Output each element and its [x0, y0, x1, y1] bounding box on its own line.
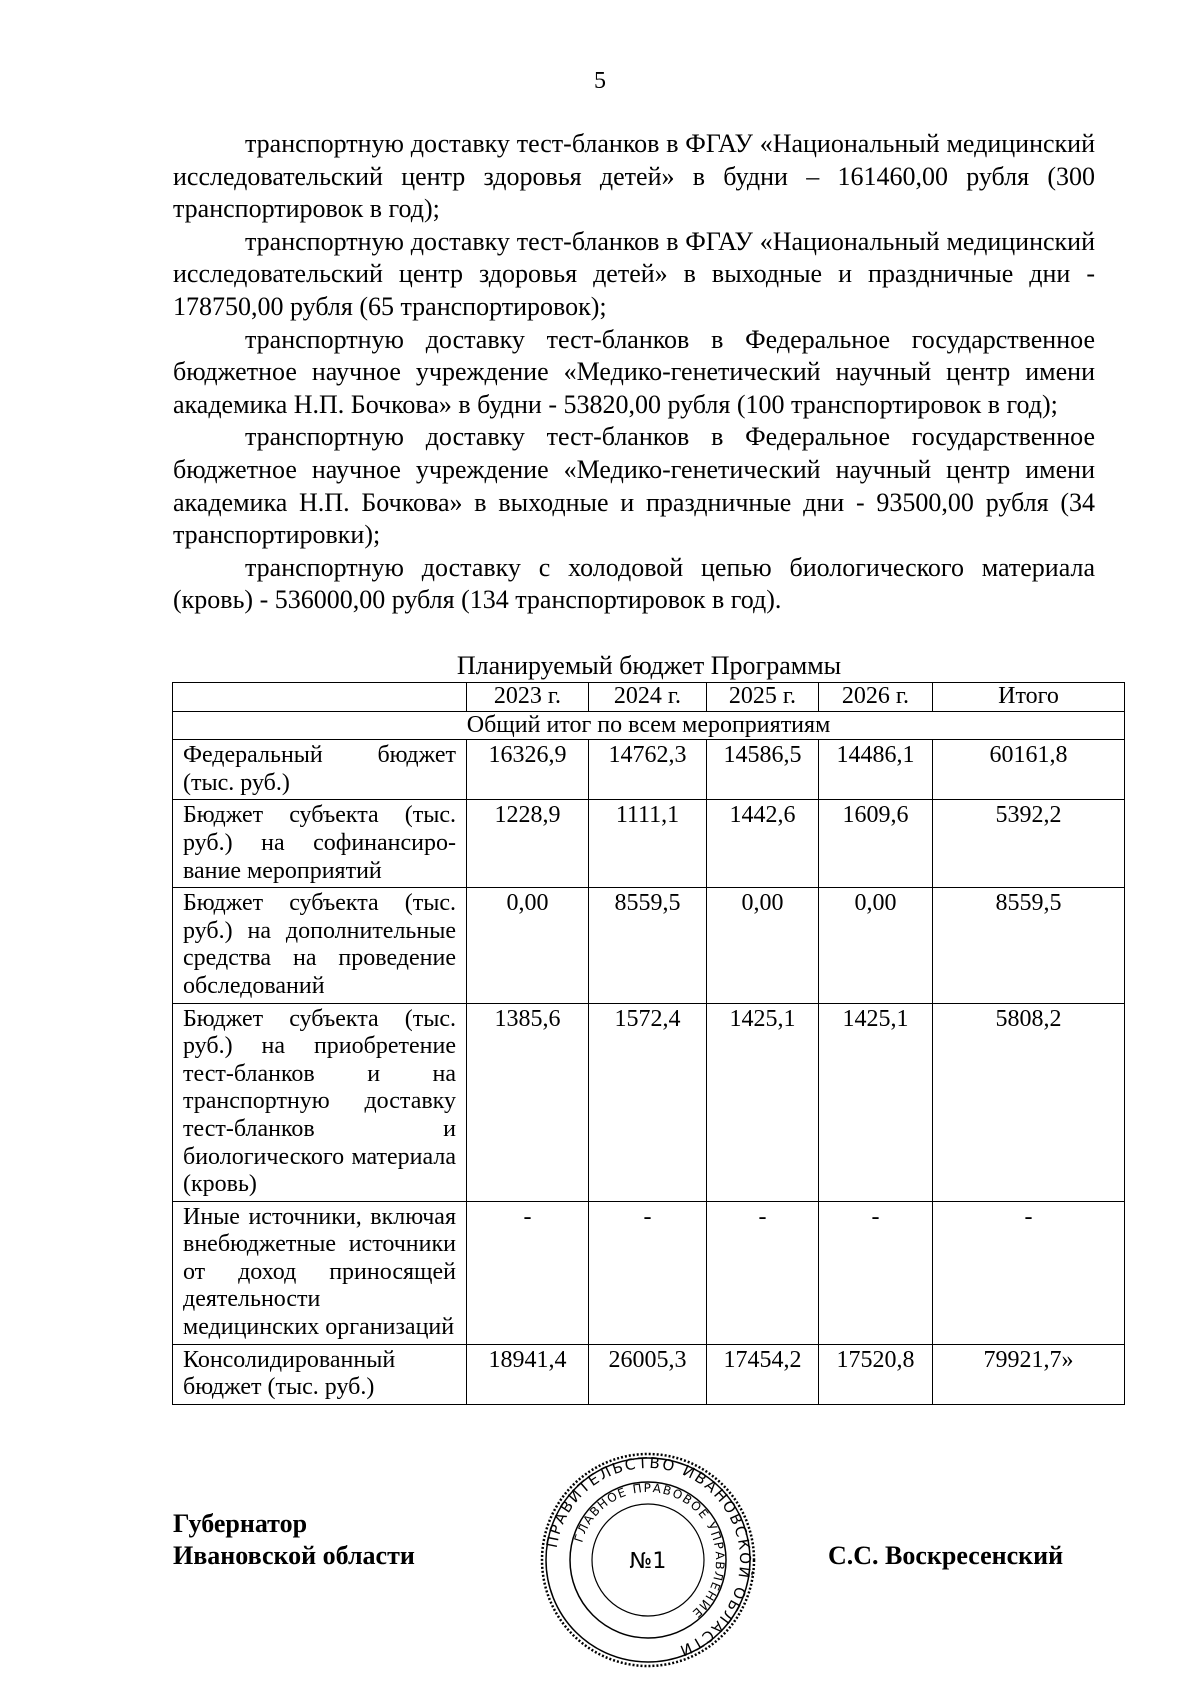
paragraph-3: транспортную доставку тест-бланков в Федеральное государственное бюджетное научное учреждение «Медико-генетический научный центр имени академика Н.П. Бочкова» в будни - 53820,00 рубля (100 транспортировок в год);: [173, 324, 1095, 419]
table-cell: 60161,8: [933, 740, 1125, 800]
table-cell: -: [589, 1201, 707, 1344]
header-cell: 2024 г.: [589, 683, 707, 712]
page-number: 5: [594, 68, 606, 94]
table-cell: 79921,7»: [933, 1344, 1125, 1404]
row-label: Бюджет субъекта (тыс. руб.) на дополнительные средства на проведение обследований: [173, 888, 467, 1003]
seal-number: №1: [629, 1549, 667, 1574]
table-row: [173, 1344, 1125, 1404]
table-row: [173, 740, 1125, 800]
section-title: Общий итог по всем мероприятиям: [173, 711, 1125, 740]
table-cell: -: [707, 1201, 819, 1344]
table-cell: 8559,5: [933, 888, 1125, 1003]
signature-title-line1: Губернатор: [173, 1509, 308, 1538]
row-label: Федеральный бюджет (тыс. руб.): [173, 740, 467, 800]
table-cell: 5392,2: [933, 800, 1125, 888]
table-cell: 8559,5: [589, 888, 707, 1003]
paragraph-2: транспортную доставку тест-бланков в ФГАУ «Национальный медицинский исследовательский центр здоровья детей» в выходные и праздничные дни - 178750,00 рубля (65 транспортировок);: [173, 226, 1095, 321]
budget-table: [172, 682, 1125, 1405]
table-cell: -: [467, 1201, 589, 1344]
row-label: Бюджет субъекта (тыс. руб.) на приобретение тест-бланков и на транспортную доставку тест-бланков и биологического материала (кровь): [173, 1003, 467, 1201]
table-cell: 0,00: [707, 888, 819, 1003]
row-label: Иные источники, включая внебюджетные источники от доход приносящей деятельности медицинских организаций: [173, 1201, 467, 1344]
paragraph-5: транспортную доставку с холодовой цепью биологического материала (кровь) - 536000,00 рубля (134 транспортировок в год).: [173, 552, 1095, 615]
row-label: Консолидированный бюджет (тыс. руб.): [173, 1344, 467, 1404]
seal-outer-text: ПРАВИТЕЛЬСТВО ИВАНОВСКОЙ ОБЛАСТИ: [542, 1453, 755, 1661]
table-cell: 1425,1: [819, 1003, 933, 1201]
header-cell: 2025 г.: [707, 683, 819, 712]
table-cell: 1572,4: [589, 1003, 707, 1201]
table-cell: 18941,4: [467, 1344, 589, 1404]
paragraph-4: транспортную доставку тест-бланков в Федеральное государственное бюджетное научное учреждение «Медико-генетический научный центр имени академика Н.П. Бочкова» в выходные и праздничные дни - 93500,00 рубля (34 транспортировки);: [173, 422, 1095, 550]
table-cell: 26005,3: [589, 1344, 707, 1404]
table-cell: 1442,6: [707, 800, 819, 888]
table-row: [173, 800, 1125, 888]
table-cell: 1111,1: [589, 800, 707, 888]
table-cell: 1228,9: [467, 800, 589, 888]
official-seal-icon: [538, 1450, 758, 1670]
table-cell: 17454,2: [707, 1344, 819, 1404]
table-cell: 0,00: [819, 888, 933, 1003]
body-text: [173, 128, 1095, 617]
table-cell: 14586,5: [707, 740, 819, 800]
table-cell: 17520,8: [819, 1344, 933, 1404]
header-cell: Итого: [933, 683, 1125, 712]
table-cell: 5808,2: [933, 1003, 1125, 1201]
table-cell: 16326,9: [467, 740, 589, 800]
row-label: Бюджет субъекта (тыс. руб.) на софинансиро-вание мероприятий: [173, 800, 467, 888]
table-row: [173, 1201, 1125, 1344]
signature-title-line2: Ивановской области: [173, 1541, 415, 1570]
table-row: [173, 888, 1125, 1003]
header-cell: [173, 683, 467, 712]
table-cell: -: [933, 1201, 1125, 1344]
table-cell: 14762,3: [589, 740, 707, 800]
signer-name: С.С. Воскресенский: [828, 1541, 1064, 1570]
table-cell: 1609,6: [819, 800, 933, 888]
table-section-row: [173, 711, 1125, 740]
table-caption: Планируемый бюджет Программы: [456, 651, 842, 680]
header-cell: 2026 г.: [819, 683, 933, 712]
table-cell: 14486,1: [819, 740, 933, 800]
table-row: [173, 1003, 1125, 1201]
signature-block: [173, 1508, 415, 1572]
table-cell: 0,00: [467, 888, 589, 1003]
header-cell: 2023 г.: [467, 683, 589, 712]
table-cell: 1385,6: [467, 1003, 589, 1201]
seal-inner-text: ГЛАВНОЕ ПРАВОВОЕ УПРАВЛЕНИЕ: [571, 1480, 728, 1622]
table-cell: 1425,1: [707, 1003, 819, 1201]
table-header-row: [173, 683, 1125, 712]
paragraph-1: транспортную доставку тест-бланков в ФГАУ «Национальный медицинский исследовательский центр здоровья детей» в будни – 161460,00 рубля (300 транспортировок в год);: [173, 129, 1095, 224]
table-cell: -: [819, 1201, 933, 1344]
